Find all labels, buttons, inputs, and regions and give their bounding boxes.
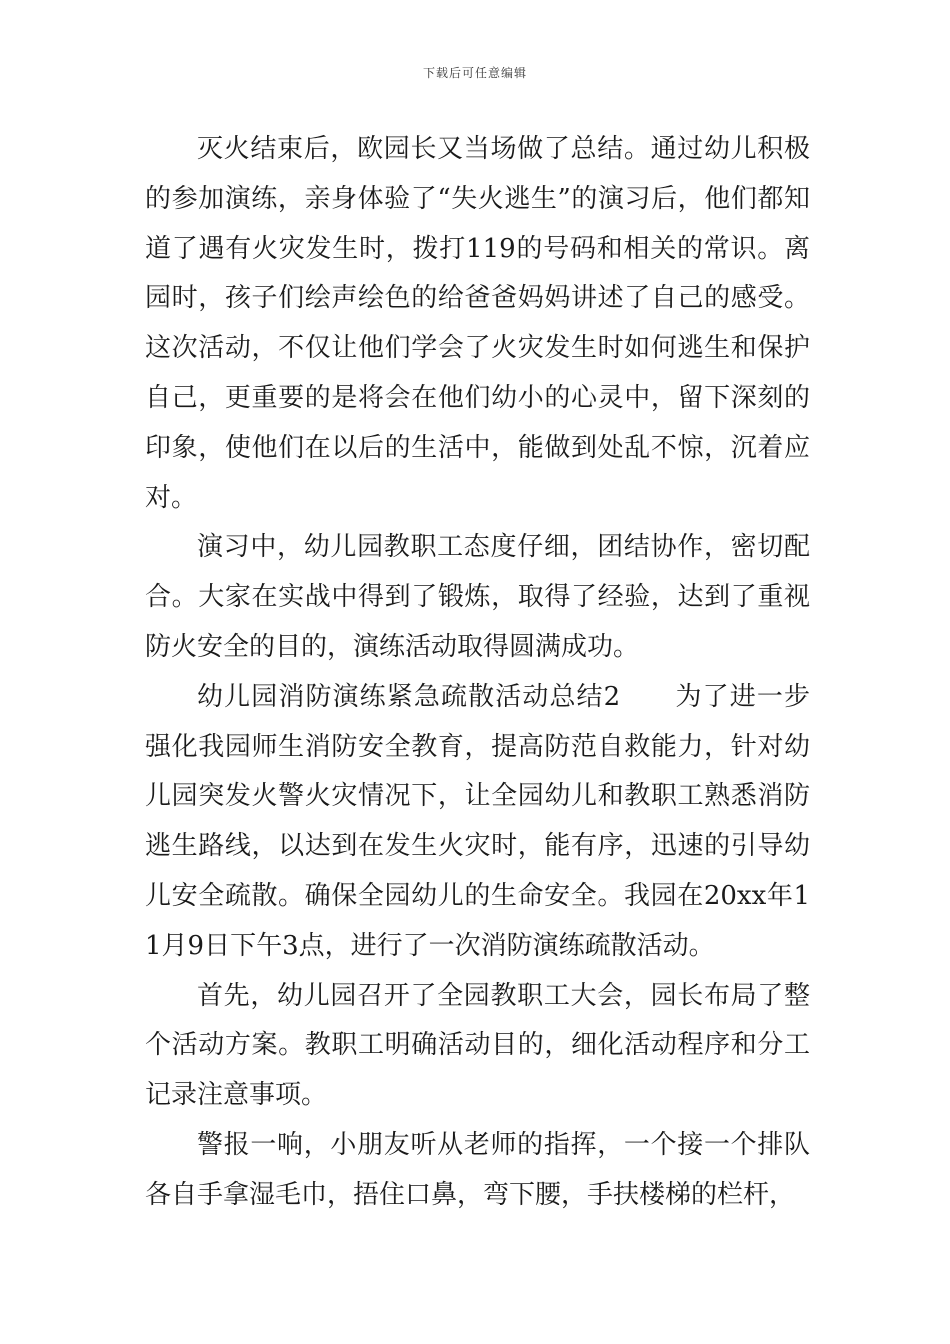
paragraph-drill-summary-2: 幼儿园消防演练紧急疏散活动总结2 为了进一步强化我园师生消防安全教育，提高防范自救能力，针对幼儿园突发火警火灾情况下，让全园幼儿和教职工熟悉消防逃生路线，以达到在发生火灾时，能有序，迅速的引导幼儿安全疏散。确保全园幼儿的生命安全。我园在20xx年11月9日下午3点，进行了一次消防演练疏散活动。 [145, 681, 810, 961]
paragraph-alarm: 警报一响，小朋友听从老师的指挥，一个接一个排队各自手拿湿毛巾，捂住口鼻，弯下腰，手扶楼梯的栏杆， [145, 1129, 810, 1210]
paragraph-staff-cooperation: 演习中，幼儿园教职工态度仔细，团结协作，密切配合。大家在实战中得到了锻炼，取得了经验，达到了重视防火安全的目的，演练活动取得圆满成功。 [145, 532, 810, 662]
paragraph-fire-summary: 灭火结束后，欧园长又当场做了总结。通过幼儿积极的参加演练，亲身体验了“失火逃生”的演习后，他们都知道了遇有火灾发生时，拨打119的号码和相关的常识。离园时，孩子们绘声绘色的给爸爸妈妈讲述了自己的感受。这次活动，不仅让他们学会了火灾发生时如何逃生和保护自己，更重要的是将会在他们幼小的心灵中，留下深刻的印象，使他们在以后的生活中，能做到处乱不惊，沉着应对。 [145, 134, 810, 513]
page-header-note: 下载后可任意编辑 [422, 66, 527, 80]
paragraph-staff-meeting: 首先，幼儿园召开了全园教职工大会，园长布局了整个活动方案。教职工明确活动目的，细化活动程序和分工记录注意事项。 [145, 980, 810, 1111]
document-body [145, 125, 810, 1221]
